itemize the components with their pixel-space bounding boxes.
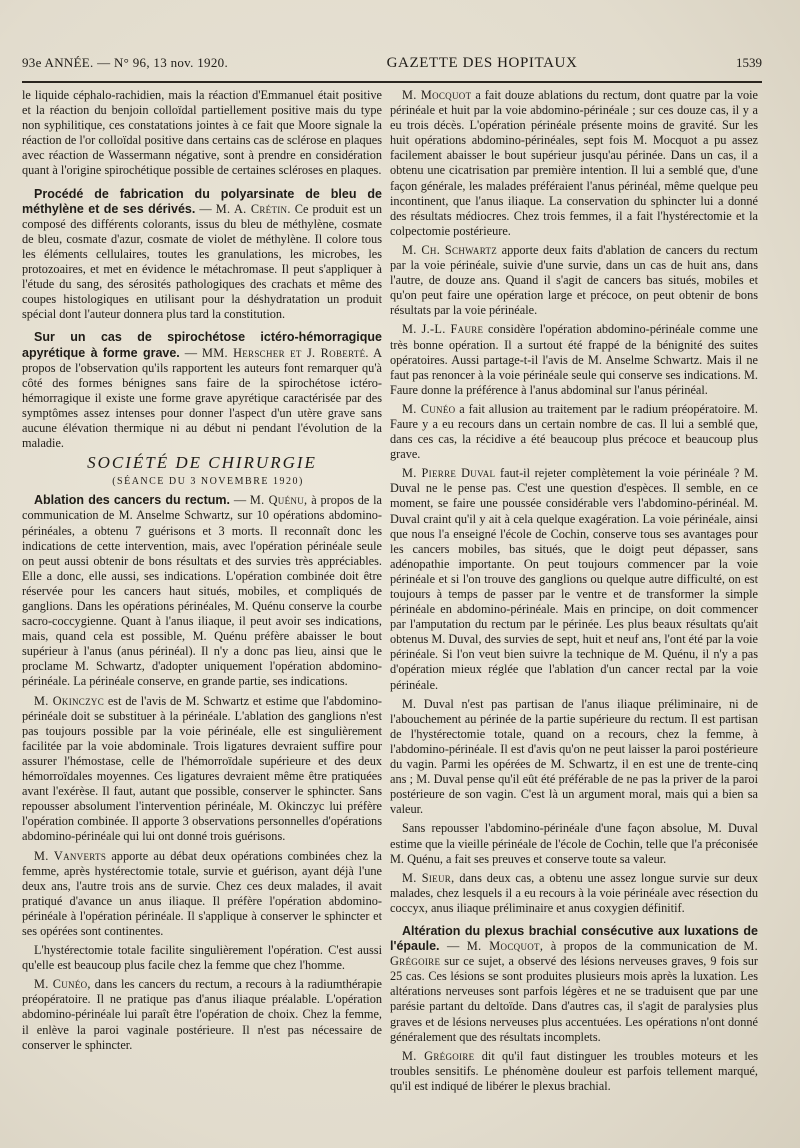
paragraph-faure [390, 322, 758, 397]
paragraph-vanverts [22, 849, 382, 940]
article-author: M. Vanverts [34, 848, 107, 863]
paragraph-duval [390, 466, 758, 692]
section-title: SOCIÉTÉ DE CHIRURGIE [87, 453, 317, 473]
article-author: M. Grégoire [390, 939, 759, 969]
article-author: M. Mocquot, [466, 939, 544, 954]
article-author: M. J.-L. Faure [402, 322, 484, 337]
article-heading: Procédé de fabrication du polyarsinate de bleu de méthylène et de ses dérivés. [22, 186, 382, 216]
paragraph-duval-anus: M. Duval n'est pas partisan de l'anus iliaque préliminaire, ni de l'abouchement au périnée de la partie supérieure du rectum. Il est partisan de l'hystérectomie totale, quand on a recours, chez la femme, à l'abdomino-périnéale. Il est d'avis qu'on ne peut laisser la paroi postérieure du vagin. Parmi les opérées de M. Schwartz, il en est une de trente-cinq ans ; M. Duval pense qu'il eût été préférable de ne pas la priver de la paroi postérieure de son vagin. C'est là un argument moral, mais qui a bien sa valeur. [390, 696, 758, 817]
paragraph-schwartz [390, 243, 758, 318]
article-body: apporte deux faits d'ablation de cancers du rectum par la voie périnéale, suivie d'une survie, dans un cas de huit ans, dans l'autre, de douze ans. Quand il s'agit de cancers bas situés, mobiles et qu'on peut faire une opération large et précoce, on peut obtenir de bons résultats par la voie périnéale. [390, 242, 758, 318]
paragraph-duval-conclusion: Sans repousser l'abdomino-périnéale d'une façon absolue, M. Duval estime que la vieille périnéale de l'école de Cochin, telle que l'a préconisée M. Quénu, a fait ses preuves et conserve toute sa valeur. [390, 821, 758, 866]
article-body: à propos de la communication de M. Anselme Schwartz, sur 10 opérations abdomino-périnéales, a obtenu 7 guérisons et 3 morts. Il reconnaît donc les indications de cette intervention, mais, avec l'opération périnéale seule on peut aussi obtenir de bons résultats et des survies très appréciables. Elle a donc, elle aussi, ses indications. L'opération combinée doit être réservée pour les cancers haut situés, mobiles, et compliqués de ganglions. Dans les opérations périnéales, M. Quénu conserve la courbe sacro-coccygienne. Quant à l'anus iliaque, il peut avoir ses indications, mais, quand cela est possible, M. Quénu préfère abaisser le bout supérieur à l'anus (anus périnéal). Il n'y a donc pas lieu, ainsi que le proclame M. Schwartz, d'adopter uniquement l'opération abdomino-périnéale. La périnéale conserve, en grande partie, ses indications. [22, 493, 383, 689]
article-body: a fait allusion au traitement par le radium préopératoire. M. Faure y a eu recours dans un certain nombre de cas. Il lui a semblé que, dans ces cas, la récidive a été beaucoup plus précoce et beaucoup plus grave. [390, 401, 759, 462]
article-quenu: Ablation des cancers du rectum. — M. Quénu, à propos de la communication de M. Anselme Schwartz, sur 10 opérations abdomino-périnéales, a obtenu 7 guérisons et 3 morts. Il reconnaît donc les indications de cette intervention, mais, avec l'opération périnéale seule on peut aussi obtenir de bons résultats et des survies très appréciables. Elle a donc, elle aussi, ses indications. L'opération combinée doit être réservée pour les cancers haut situés, mobiles, et compliqués de ganglions. Dans les opérations périnéales, M. Quénu conserve la courbe sacro-coccygienne. Quant à l'anus iliaque, il peut avoir ses indications, mais, quand cela est possible, M. Quénu préfère abaisser le bout supérieur à l'anus (anus périnéal). Il n'y a donc pas lieu, ainsi que le proclame M. Schwartz, d'adopter uniquement l'opération abdomino-périnéale. La périnéale conserve, en grande partie, ses indications. [22, 493, 383, 689]
section-subtitle: (SÉANCE DU 3 NOVEMBRE 1920) [112, 476, 304, 488]
paragraph-sieur [390, 871, 758, 916]
article-author: M. A. Crétin. [215, 201, 291, 216]
article-author: M. Quénu, [249, 493, 308, 508]
article-heading: Ablation des cancers du rectum. [34, 493, 231, 508]
article-body: a fait douze ablations du rectum, dont quatre par la voie périnéale et huit par la voie abdomino-périnéale ; sur ces douze cas, il y a eu trois décès. L'opération périnéale présente moins de gravité. Sur les huit opérations abdomino-périnéales, sept fois M. Mocquot a pu assez facilement abaisser le bout supérieur jusqu'au périnée. Dans un cas, il a obtenu une cicatrisation par première intention. Il lui a semblé que, d'une façon générale, les malades préféraient l'anus périnéal, même quelque peu incontinent, que l'anus iliaque. La conservation du sphincter lui a donné des résultats médiocres. Chez trois femmes, il a fait l'hystérectomie et la colpectomie postérieure. [390, 88, 759, 238]
paragraph-gregoire [390, 1049, 758, 1094]
article-body: sur ce sujet, a observé des lésions nerveuses graves, 9 fois sur 25 cas. Ces lésions se sont produites plusieurs mois après la luxation. Les altérations nerveuses sont parfois légères et ne se traduisent que par une parésie partant du deltoïde. Dans d'autres cas, il s'agit de paralysies plus graves et de lésions nerveuses plus accentuées. Les opérations n'ont donné généralement que des résultats incomplets. [390, 954, 758, 1044]
paragraph-okinczyc [22, 694, 382, 845]
article-author: MM. Herscher et J. Roberté. [201, 345, 369, 360]
article-author: M. Sieur, [402, 870, 455, 885]
paragraph-cuneo [22, 977, 382, 1052]
article-author: M. Ch. Schwartz [402, 242, 498, 257]
article-body: apporte au débat deux opérations combinées chez la femme, après hystérectomie totale, survie et guérison, ayant déjà l'une deux ans, l'autre trois ans de survie. Chez ces deux malades, il avait pratiqué d'avance un anus iliaque. Il préfère l'opération abdomino-périnéale à l'opération périnéale. Il s'applique à conserver le sphincter et ses opérées sont continentes. [22, 848, 382, 938]
article-body: A propos de l'observation qu'ils rapportent les auteurs font remarquer qu'à côté des formes bénignes sans faire de la spirochétose ictéro-hémorragique il existe une forme grave apyrétique caractérisée par des symptômes assez intenses pour donner l'aspect d'un utère grave sans aucune élévation thermique ni au début ni pendant l'évolution de la maladie. [22, 345, 382, 451]
article-body: est de l'avis de M. Schwartz et estime que l'abdomino-périnéale doit se substituer à la périnéale. L'ablation des ganglions n'est pas toujours possible par la voie périnéale, elle est singulièrement facilitée par la voie abdominale. Trois ligatures devraient suffire pour assurer l'hémostase, celle de l'hémorroïdale supérieure et des deux hémorroïdales moyennes. Ces ligatures devraient même être pratiquées avant l'exérèse. Il faut, autant que possible, conserver le sphincter. Sans repousser absolument l'intervention périnéale, M. Okinczyc lui préfère l'opération combinée. Il apporte 3 observations personnelles d'opérations abdomino-périnéale qui lui ont donné trois guérisons. [22, 693, 382, 844]
right-column [390, 88, 758, 1098]
article-heading: Sur un cas de spirochétose ictéro-hémorragique apyrétique à forme grave. [22, 330, 382, 360]
article-cretin: Procédé de fabrication du polyarsinate de bleu de méthylène et de ses dérivés. — M. A. Crétin. Ce produit est un composé des différents colorants, issus du bleu de méthylène, cosmate de bleu, cosmate d'azur, cosmate de violet de méthylène. Il colore tous les éléments cellulaires, toutes les granulations, les microbes, les protozoaires, et met en évidence le métachromase. Il peut s'appliquer à l'étude du sang, des sérosités pathologiques des crachats et même des coupes histologiques en utilisant pour la déshydratation un produit spécial dont l'auteur donnera plus tard la constitution. [22, 186, 382, 322]
paragraph-hysterectomie: L'hystérectomie totale facilite singulièrement l'opération. C'est aussi qu'elle est beaucoup plus facile chez la femme que chez l'homme. [22, 943, 382, 973]
article-author: M. Mocquot [402, 88, 472, 102]
article-body: Ce produit est un composé des différents colorants, issus du bleu de méthylène, cosmate de bleu, cosmate d'azur, cosmate de violet de méthylène. Il colore tous les éléments cellulaires, toutes les granulations, les microbes, les protozoaires, et met en évidence le métachromase. Il peut s'appliquer à l'étude du sang, des sérosités pathologiques des crachats et même des coupes histologiques en utilisant pour la déshydratation un produit spécial dont l'auteur donnera plus tard la constitution. [22, 201, 382, 322]
article-body: considère l'opération abdomino-périnéale comme une très bonne opération. Il a surtout été frappé de la bénignité des suites opératoires. Aussi partage-t-il l'avis de M. Anselme Schwartz. Mais il ne faut pas renoncer à la voie périnéale seule qui conserve ses indications. M. Faure donne la préférence à l'anus abdominal sur l'anus périnéal. [390, 322, 758, 397]
paragraph-cuneo-radium [390, 402, 758, 462]
article-body: à propos de la communication de [550, 939, 736, 954]
paragraph-mocquot [390, 88, 758, 239]
issue-info: 93e ANNÉE. — N° 96, 13 nov. 1920. [22, 55, 228, 70]
paragraph-continuation: le liquide céphalo-rachidien, mais la réaction d'Emmanuel était positive et la réaction du benjoin colloïdal partiellement positive mais du type non syphilitique, ces constatations jointes à ce fait que Moore signale la réaction de l'or colloïdal positive dans certains cas de sclérose en plaques avec réaction de Wassermann négative, sont à prendre en considération quant à l'origine spirochétique possible de certaines scléroses en plaques. [22, 88, 382, 178]
article-author: M. Cunéo [402, 401, 456, 416]
article-author: M. Cunéo, [34, 977, 91, 992]
page-header [22, 55, 762, 83]
left-column [22, 88, 382, 1057]
article-author: M. Grégoire [402, 1048, 475, 1063]
article-body: dit qu'il faut distinguer les troubles moteurs et les troubles sensitifs. Le phénomène douleur est parfois tellement marqué, qu'il est indiqué de libérer le plexus brachial. [390, 1048, 758, 1093]
article-body: dans deux cas, a obtenu une assez longue survie sur deux malades, chez lesquels il a eu recours à la voie périnéale avec résection du coccyx, anus iliaque préliminaire et anus coxygien définitif. [390, 870, 758, 915]
article-author: M. Pierre Duval [402, 466, 496, 481]
article-plexus-brachial: Altération du plexus brachial consécutive aux luxations de l'épaule. — M. Mocquot, à propos de la communication de M. Grégoire sur ce sujet, a observé des lésions nerveuses graves, 9 fois sur 25 cas. Ces lésions se sont produites plusieurs mois après la luxation. Les altérations nerveuses sont parfois légères et ne se traduisent que par une parésie partant du deltoïde. Dans d'autres cas, il s'agit de paralysies plus graves et de lésions nerveuses plus accentuées. Les opérations n'ont donné généralement que des résultats incomplets. [390, 923, 759, 1044]
article-body: dans les cancers du rectum, a recours à la radiumthérapie préopératoire. Il ne pratique pas d'anus iliaque préalable. L'opération abdomino-périnéale lui paraît être l'opération de choix. Chez la femme, il enlève la paroi vaginale postérieure. Il n'est pas nécessaire de conserver le sphincter. [22, 977, 383, 1052]
page-number: 1539 [736, 55, 762, 70]
article-herscher: Sur un cas de spirochétose ictéro-hémorragique apyrétique à forme grave. — MM. Herscher et J. Roberté. A propos de l'observation qu'ils rapportent les auteurs font remarquer qu'à côté des formes bénignes sans faire de la spirochétose ictéro-hémorragique il existe une forme grave apyrétique caractérisée par des symptômes assez intenses pour donner l'aspect d'un utère grave sans aucune élévation thermique ni au début ni pendant l'évolution de la maladie. [22, 330, 382, 451]
journal-title: GAZETTE DES HOPITAUX [386, 55, 578, 71]
article-body: faut-il rejeter complètement la voie périnéale ? M. Duval ne le pense pas. C'est une question d'espèces. Il semble, en ce moment, se faire une poussée considérable vers l'abdomino-périnéal. M. Duval craint qu'il y ait à cela quelque exagération. La voie périnéale, ainsi que nous l'a enseigné l'école de Cochin, conserve tous ses avantages pour les cancers mobiles, bas situés, que le doigt peut dépasser, sans adénopathie importante. On peut toujours commencer par la voie périnéale et si l'on trouve des ganglions ou quelque autre difficulté, on est toujours à temps de passer par le ventre et de transformer la simple périnéale en abdomino-périnéale. Mais en principe, on doit commencer par l'amputation du rectum par le périnée. Les plus beaux résultats qu'ait obtenus M. Duval, des survies de sept, huit et neuf ans, l'ont été par la voie périnéale. Si l'on veut bien suivre la technique de M. Quénu, il n'y a pas d'opération mieux réglée que l'ablation d'un cancer rectal par la voie périnéale. [390, 466, 759, 692]
article-author: M. Okinczyc [34, 693, 105, 708]
article-heading: Altération du plexus brachial consécutive aux luxations de l'épaule. [390, 923, 758, 954]
